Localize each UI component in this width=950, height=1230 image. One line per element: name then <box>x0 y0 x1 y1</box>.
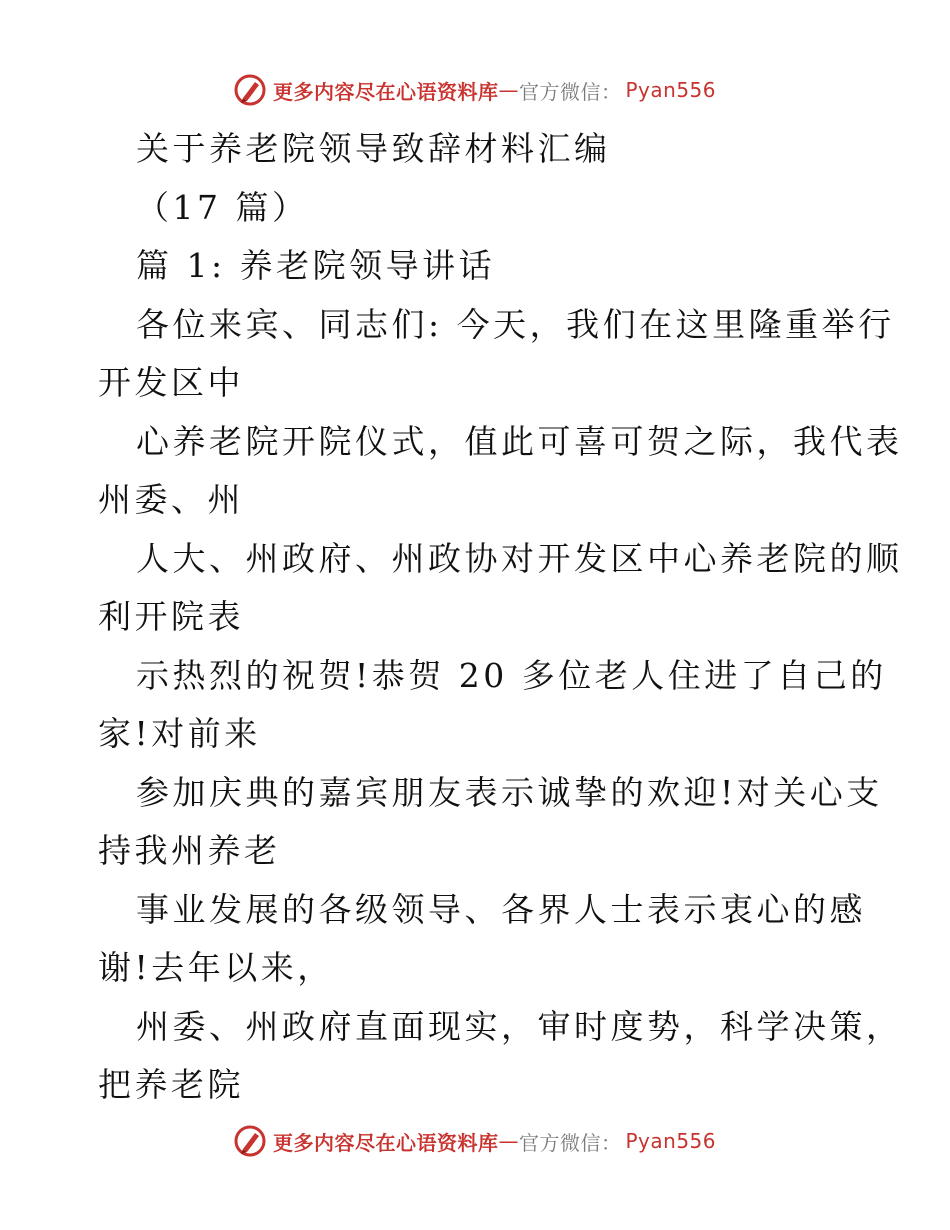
text-line: 开发区中 <box>98 363 244 402</box>
text-line: 心养老院开院仪式，值此可喜可贺之际，我代表 <box>136 421 903 461</box>
text-line: 参加庆典的嘉宾朋友表示诚挚的欢迎!对关心支 <box>136 772 883 812</box>
text-line: 把养老院 <box>98 1065 244 1104</box>
text-line: 示热烈的祝贺!恭贺 20 多位老人住进了自己的 <box>136 655 887 695</box>
watermark-footer <box>233 1123 753 1159</box>
document-title: 关于养老院领导致辞材料汇编 <box>136 129 611 168</box>
text-line: 事业发展的各级领导、各界人士表示衷心的感 <box>136 889 866 929</box>
watermark-main-text: 更多内容尽在心语资料库 <box>273 79 499 104</box>
document-body <box>98 120 903 1115</box>
watermark-wechat-id: Pyan556 <box>625 1129 717 1153</box>
document-subtitle: （17 篇） <box>136 187 309 227</box>
text-line: 州委、州 <box>98 480 244 519</box>
text-line: 谢!去年以来， <box>98 948 334 987</box>
text-line: 州委、州政府直面现实，审时度势，科学决策， <box>136 1006 903 1046</box>
watermark-sub-text: 官方微信： <box>519 79 622 104</box>
text-line: 利开院表 <box>98 597 244 636</box>
watermark-main-text: 更多内容尽在心语资料库 <box>273 1130 499 1155</box>
section-heading: 篇 1: 养老院领导讲话 <box>136 246 496 285</box>
watermark-wechat-id: Pyan556 <box>625 78 717 102</box>
watermark-header <box>233 72 753 108</box>
text-line: 家!对前来 <box>98 714 261 753</box>
pen-logo-icon <box>233 1124 267 1158</box>
watermark-sub-text: 官方微信： <box>519 1130 622 1155</box>
watermark-dash: — <box>498 1129 519 1153</box>
pen-logo-icon <box>233 73 267 107</box>
watermark-dash: — <box>498 78 519 102</box>
text-line: 持我州养老 <box>98 831 281 870</box>
text-line: 各位来宾、同志们: 今天，我们在这里隆重举行 <box>136 304 895 344</box>
text-line: 人大、州政府、州政协对开发区中心养老院的顺 <box>136 538 903 578</box>
